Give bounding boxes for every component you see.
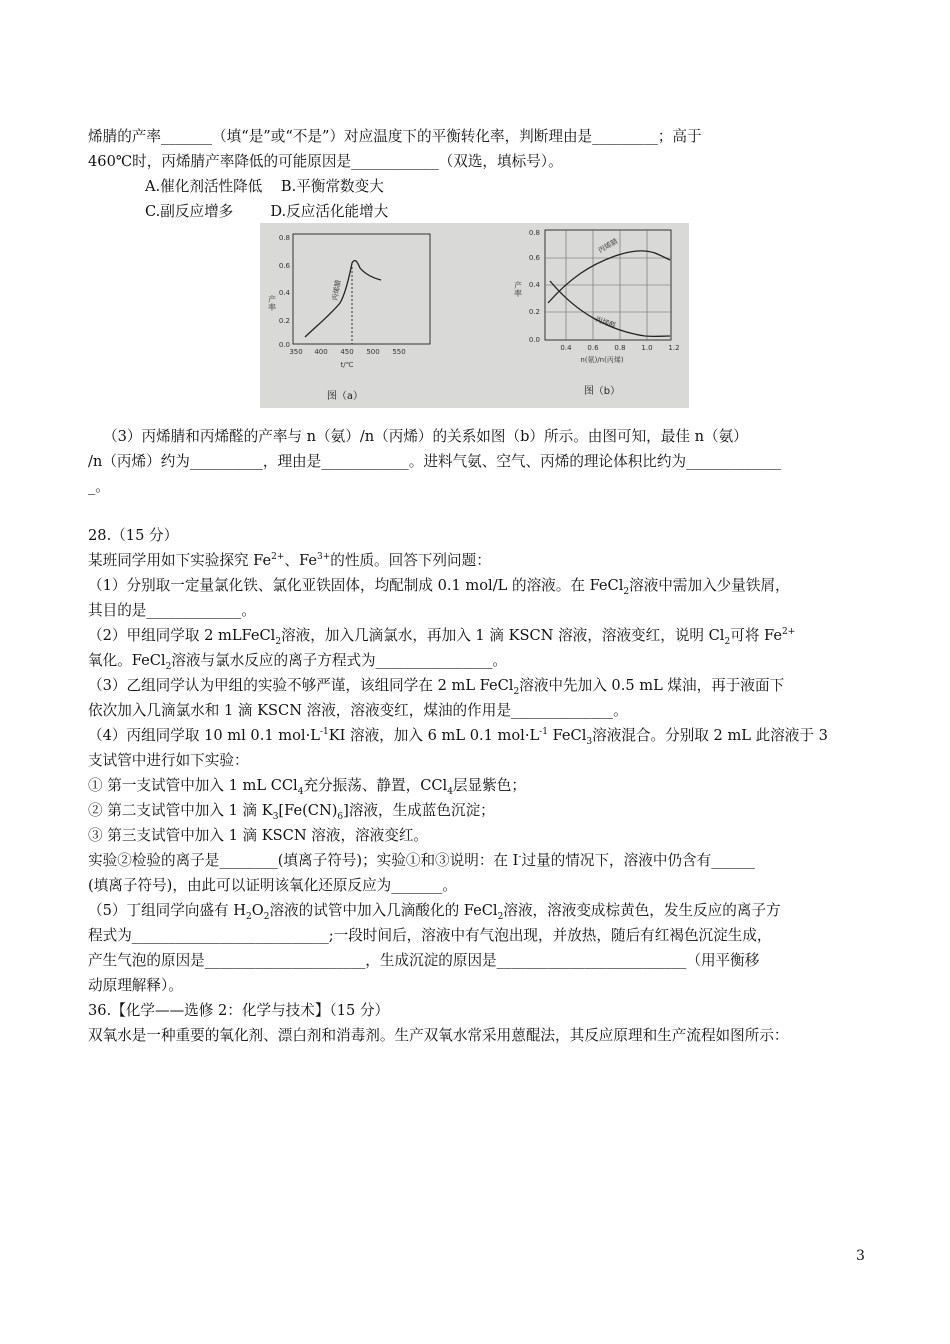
q28-part2-line1: （2）甲组同学取 2 mLFeCl$_2$溶液，加入几滴氯水，再加入 1 滴 KSCN 溶液，溶液变红，说明 $Cl_2$可将 $Fe^{2+}$	[88, 627, 796, 647]
graph-a-ytick: 0.0	[278, 341, 290, 349]
graph-b-xlabel: n(氨)/n(丙烯)	[580, 356, 624, 364]
graph-b-xtick: 1.2	[668, 344, 680, 352]
graph-b-curve1-label: 丙烯腈	[597, 237, 620, 255]
graph-b-ytick: 0.8	[528, 229, 540, 237]
graph-b-caption: 图（b）	[583, 386, 621, 397]
chart-figure	[260, 223, 689, 408]
graph-b-xtick: 0.4	[560, 344, 572, 352]
q27-options-ab: A.催化剂活性降低 B.平衡常数变大	[145, 178, 384, 195]
graph-a-xtick: 450	[340, 348, 354, 356]
q36-header: 36.【化学——选修 2：化学与技术】（15 分）	[88, 1002, 390, 1019]
graph-b-ytick: 0.0	[528, 336, 540, 344]
graph-a-ytick: 0.4	[278, 289, 290, 297]
q28-intro: 某班同学用如下实验探究 $Fe^{2+}$、$Fe^{3+}$的性质。回答下列问题：	[88, 552, 491, 569]
graph-a-xlabel: t/℃	[340, 361, 354, 369]
graph-b-ytick: 0.4	[528, 281, 540, 289]
q28-header: 28.（15 分）	[88, 527, 179, 544]
q28-part5-line3: 产生气泡的原因是______________________，生成沉淀的原因是__________________________（用平衡移	[88, 952, 760, 969]
graph-b-xtick: 1.0	[641, 344, 653, 352]
q27-line1: 烯腈的产率_______（填“是”或“不是”）对应温度下的平衡转化率，判断理由是_________；高于	[88, 128, 702, 145]
q28-exp-question2: (填离子符号)，由此可以证明该氧化还原反应为_______。	[88, 877, 457, 894]
q28-part3-line2: 依次加入几滴氯水和 1 滴 KSCN 溶液，溶液变红，煤油的作用是______________。	[88, 702, 628, 719]
q27-3-line2: /n（丙烯）约为__________，理由是____________。进料气氨、空气、丙烯的理论体积比约为_____________	[88, 453, 781, 470]
graph-a-curve	[305, 261, 381, 337]
q27-3-line3: _。	[88, 478, 110, 495]
q28-part1-line2: 其目的是_____________。	[88, 602, 256, 619]
q28-part2-line2: 氧化。FeCl$_2$溶液与氯水反应的离子方程式为________________。	[88, 652, 507, 672]
graph-a	[268, 234, 431, 402]
q28-part4-line1: （4）丙组同学取 10 ml 0.1 $mol\cdot L^{-1}KI$ 溶液，加入 6 mL 0.1 $mol\cdot L^{-1}$ FeCl$_3$溶液混合。分别取 2 mL 此溶液于 3	[88, 727, 828, 747]
chart-svg	[260, 223, 689, 408]
q28-exp-question1: 实验②检验的离子是________(填离子符号)；实验①和③说明：在 I-过量的情况下，溶液中仍含有______	[88, 852, 755, 869]
q28-exp3: ③ 第三支试管中加入 1 滴 KSCN 溶液，溶液变红。	[88, 827, 429, 844]
graph-b-ytick: 0.6	[528, 254, 540, 262]
graph-b-xtick: 0.6	[587, 344, 599, 352]
q28-exp1: ① 第一支试管中加入 1 mL CCl$_4$充分振荡、静置，CCl$_4$层显紫色；	[88, 777, 526, 797]
graph-a-xtick: 350	[289, 348, 303, 356]
graph-a-ytick: 0.6	[278, 262, 290, 270]
q28-part5-line4: 动原理解释）。	[88, 977, 183, 994]
page-number: 3	[856, 1248, 865, 1264]
graph-a-ylabel: 产率	[267, 295, 277, 311]
graph-a-caption: 图（a）	[326, 391, 364, 402]
graph-a-xtick: 550	[392, 348, 406, 356]
graph-b-ytick: 0.2	[528, 308, 540, 316]
q27-3-line1: （3）丙烯腈和丙烯醛的产率与 n（氨）/n（丙烯）的关系如图（b）所示。由图可知，最佳 n（氨）	[103, 428, 748, 445]
graph-b-xtick: 0.8	[614, 344, 626, 352]
graph-a-ytick: 0.8	[278, 234, 290, 242]
q36-intro: 双氧水是一种重要的氧化剂、漂白剂和消毒剂。生产双氧水常采用蒽醌法，其反应原理和生产流程如图所示：	[88, 1027, 789, 1044]
graph-b-ylabel: 产率	[513, 281, 523, 297]
graph-b-curve2-label: 丙烯醛	[594, 315, 617, 331]
q28-part4-line2: 支试管中进行如下实验：	[88, 752, 249, 769]
q28-part1-line1: （1）分别取一定量氯化铁、氯化亚铁固体，均配制成 0.1 mol/L 的溶液。在 FeCl$_2$溶液中需加入少量铁屑，	[88, 577, 790, 597]
q28-part5-line1: （5）丁组同学向盛有 $H_2O_2$溶液的试管中加入几滴酸化的 FeCl$_2$溶液，溶液变成棕黄色，发生反应的离子方	[88, 902, 781, 922]
graph-a-xtick: 500	[366, 348, 380, 356]
q28-part3-line1: （3）乙组同学认为甲组的实验不够严谨，该组同学在 2 mL FeCl$_2$溶液中先加入 0.5 mL 煤油，再于液面下	[88, 677, 785, 697]
graph-b	[514, 229, 680, 397]
graph-a-ytick: 0.2	[278, 317, 290, 325]
q28-exp2: ② 第二支试管中加入 1 滴 $K_3[Fe(CN)_6]$溶液，生成蓝色沉淀；	[88, 802, 495, 822]
q27-line2: 460℃时，丙烯腈产率降低的可能原因是____________（双选，填标号）。	[88, 153, 563, 170]
q27-options-cd: C.副反应增多 D.反应活化能增大	[145, 203, 389, 220]
graph-a-curve-label: 丙烯腈	[331, 279, 343, 302]
graph-a-xtick: 400	[314, 348, 328, 356]
q28-part5-line2: 程式为___________________________;一段时间后，溶液中有气泡出现，并放热，随后有红褐色沉淀生成，	[88, 927, 772, 944]
